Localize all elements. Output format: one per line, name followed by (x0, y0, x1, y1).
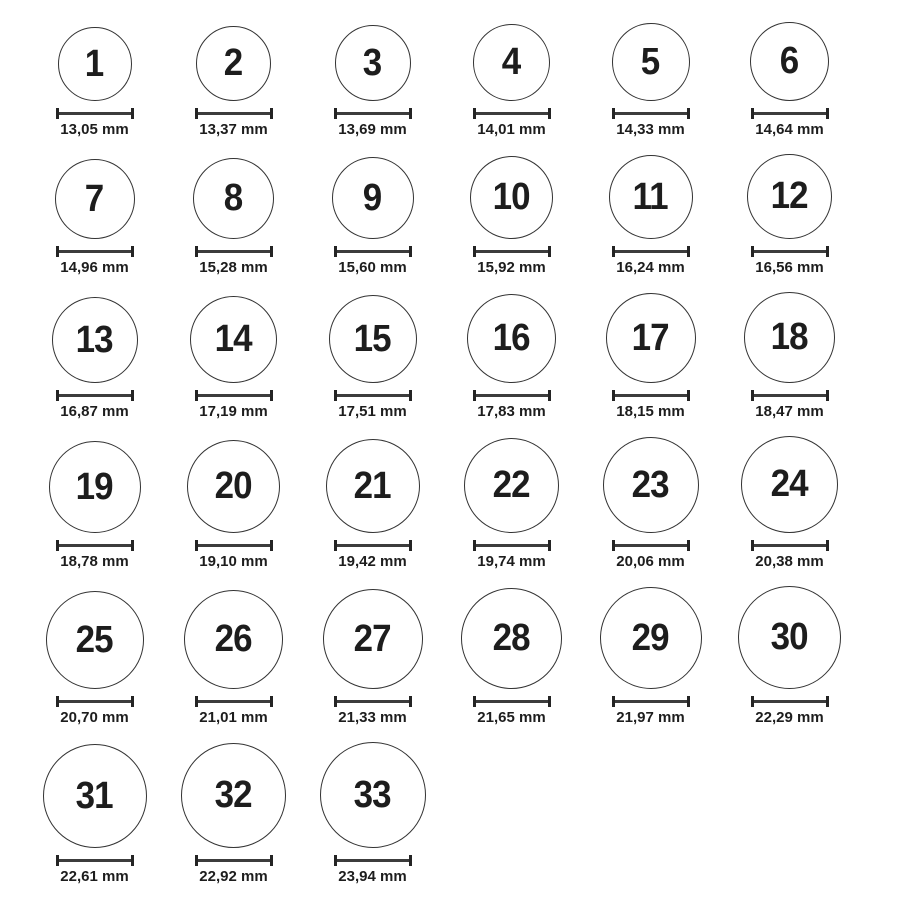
ring-circle (43, 744, 147, 848)
ring-size-number: 28 (492, 617, 531, 659)
ring-size-cell (164, 158, 303, 277)
ring-size-cell (303, 439, 442, 571)
ring-size-number: 30 (770, 616, 809, 658)
ring-size-number: 12 (770, 175, 809, 217)
ring-size-cell (303, 295, 442, 421)
ring-circle (335, 25, 411, 101)
ring-circle (49, 441, 141, 533)
diameter-measure-line (56, 246, 134, 257)
ring-size-cell (25, 297, 164, 421)
ring-size-number: 2 (224, 42, 243, 84)
ring-size-number: 26 (214, 618, 253, 660)
ring-circle (461, 588, 562, 689)
ring-size-cell (164, 440, 303, 571)
ring-size-cell (303, 25, 442, 139)
diameter-label: 13,37 mm (199, 121, 268, 138)
ring-size-number: 22 (492, 464, 531, 506)
diameter-measure-line (473, 696, 551, 707)
diameter-label: 16,56 mm (755, 259, 824, 276)
ring-size-cell (303, 157, 442, 277)
diameter-label: 19,10 mm (199, 553, 268, 570)
ring-circle (52, 297, 138, 383)
diameter-label: 23,94 mm (338, 868, 407, 885)
ring-size-cell (25, 159, 164, 277)
diameter-label: 21,65 mm (477, 709, 546, 726)
diameter-label: 21,97 mm (616, 709, 685, 726)
ring-size-number: 9 (363, 176, 382, 219)
ring-size-cell (442, 24, 581, 139)
ring-size-cell (720, 22, 859, 139)
diameter-measure-line (195, 855, 273, 866)
ring-circle (609, 155, 693, 239)
ring-size-number: 31 (75, 774, 114, 817)
ring-size-cell (442, 156, 581, 277)
ring-size-cell (581, 587, 720, 727)
ring-size-row (25, 742, 900, 886)
ring-circle (332, 157, 414, 239)
diameter-label: 14,33 mm (616, 121, 685, 138)
ring-circle (196, 26, 271, 101)
diameter-measure-line (195, 390, 273, 401)
ring-circle (326, 439, 420, 533)
ring-circle (473, 24, 550, 101)
ring-size-cell (720, 154, 859, 277)
ring-circle (470, 156, 553, 239)
diameter-measure-line (195, 696, 273, 707)
diameter-measure-line (751, 108, 829, 119)
diameter-measure-line (334, 540, 412, 551)
ring-size-cell (25, 591, 164, 727)
ring-size-cell (720, 586, 859, 727)
diameter-label: 14,64 mm (755, 121, 824, 138)
ring-size-cell (581, 23, 720, 139)
ring-size-cell (25, 27, 164, 139)
ring-size-cell (164, 296, 303, 421)
diameter-measure-line (334, 246, 412, 257)
ring-size-number: 6 (780, 40, 799, 82)
ring-size-number: 21 (353, 464, 392, 507)
diameter-measure-line (56, 540, 134, 551)
diameter-measure-line (195, 540, 273, 551)
diameter-measure-line (751, 390, 829, 401)
ring-circle (467, 294, 556, 383)
diameter-measure-line (56, 696, 134, 707)
diameter-measure-line (334, 108, 412, 119)
ring-size-cell (164, 743, 303, 886)
diameter-measure-line (751, 540, 829, 551)
ring-circle (603, 437, 699, 533)
ring-size-number: 16 (492, 317, 531, 359)
ring-circle (193, 158, 274, 239)
ring-size-cell (581, 155, 720, 277)
ring-size-cell (303, 589, 442, 727)
diameter-label: 14,96 mm (60, 259, 129, 276)
ring-circle (184, 590, 283, 689)
ring-circle (329, 295, 417, 383)
diameter-measure-line (56, 390, 134, 401)
diameter-measure-line (473, 390, 551, 401)
ring-size-number: 4 (502, 41, 521, 83)
ring-size-number: 1 (85, 42, 104, 85)
ring-circle (741, 436, 838, 533)
ring-size-number: 32 (214, 774, 253, 816)
ring-size-cell (581, 293, 720, 421)
ring-size-row (25, 292, 900, 421)
ring-size-cell (164, 590, 303, 727)
ring-size-number: 25 (75, 618, 114, 661)
diameter-measure-line (195, 108, 273, 119)
ring-size-number: 27 (353, 617, 392, 660)
ring-size-cell (303, 742, 442, 886)
diameter-measure-line (612, 390, 690, 401)
ring-circle (738, 586, 841, 689)
diameter-measure-line (334, 390, 412, 401)
diameter-measure-line (56, 108, 134, 119)
diameter-label: 16,87 mm (60, 403, 129, 420)
ring-circle (747, 154, 832, 239)
diameter-label: 15,92 mm (477, 259, 546, 276)
diameter-label: 19,42 mm (338, 553, 407, 570)
ring-circle (744, 292, 835, 383)
ring-circle (750, 22, 829, 101)
diameter-measure-line (612, 246, 690, 257)
diameter-measure-line (751, 246, 829, 257)
ring-size-number: 5 (641, 40, 660, 83)
ring-size-number: 19 (75, 465, 114, 508)
ring-circle (464, 438, 559, 533)
ring-circle (600, 587, 702, 689)
ring-size-number: 17 (631, 316, 670, 359)
diameter-measure-line (334, 696, 412, 707)
ring-size-cell (25, 441, 164, 571)
ring-circle (46, 591, 144, 689)
ring-size-cell (442, 438, 581, 571)
ring-size-number: 23 (631, 463, 670, 506)
diameter-label: 13,05 mm (60, 121, 129, 138)
diameter-label: 14,01 mm (477, 121, 546, 138)
diameter-label: 21,33 mm (338, 709, 407, 726)
ring-size-number: 14 (214, 318, 253, 360)
ring-size-number: 13 (75, 318, 114, 361)
ring-size-cell (442, 588, 581, 727)
diameter-label: 15,28 mm (199, 259, 268, 276)
diameter-measure-line (612, 540, 690, 551)
ring-circle (320, 742, 426, 848)
diameter-label: 16,24 mm (616, 259, 685, 276)
ring-size-number: 33 (353, 773, 392, 816)
diameter-label: 17,51 mm (338, 403, 407, 420)
ring-size-row (25, 22, 900, 139)
ring-size-cell (25, 744, 164, 886)
diameter-label: 22,29 mm (755, 709, 824, 726)
ring-size-number: 20 (214, 465, 253, 507)
ring-circle (181, 743, 286, 848)
diameter-measure-line (473, 246, 551, 257)
diameter-label: 17,83 mm (477, 403, 546, 420)
diameter-measure-line (334, 855, 412, 866)
diameter-measure-line (751, 696, 829, 707)
ring-size-cell (442, 294, 581, 421)
ring-size-number: 3 (363, 41, 382, 84)
diameter-label: 13,69 mm (338, 121, 407, 138)
ring-size-number: 15 (353, 317, 392, 360)
diameter-label: 20,70 mm (60, 709, 129, 726)
ring-size-number: 11 (632, 175, 669, 218)
ring-circle (58, 27, 132, 101)
diameter-label: 15,60 mm (338, 259, 407, 276)
ring-circle (187, 440, 280, 533)
ring-circle (323, 589, 423, 689)
diameter-measure-line (473, 108, 551, 119)
ring-circle (190, 296, 277, 383)
diameter-measure-line (473, 540, 551, 551)
ring-size-cell (164, 26, 303, 139)
diameter-label: 18,15 mm (616, 403, 685, 420)
ring-size-row (25, 586, 900, 727)
ring-size-number: 8 (224, 177, 243, 219)
diameter-measure-line (612, 696, 690, 707)
diameter-measure-line (612, 108, 690, 119)
diameter-label: 19,74 mm (477, 553, 546, 570)
ring-size-row (25, 436, 900, 571)
diameter-measure-line (195, 246, 273, 257)
ring-size-number: 18 (770, 316, 809, 358)
diameter-label: 22,61 mm (60, 868, 129, 885)
diameter-label: 18,78 mm (60, 553, 129, 570)
ring-size-row (25, 154, 900, 277)
ring-size-cell (720, 292, 859, 421)
ring-size-number: 7 (85, 177, 104, 220)
ring-circle (606, 293, 696, 383)
diameter-label: 20,38 mm (755, 553, 824, 570)
ring-size-cell (581, 437, 720, 571)
ring-size-cell (720, 436, 859, 571)
diameter-measure-line (56, 855, 134, 866)
ring-circle (55, 159, 135, 239)
diameter-label: 20,06 mm (616, 553, 685, 570)
diameter-label: 22,92 mm (199, 868, 268, 885)
ring-size-number: 29 (631, 616, 670, 659)
ring-size-number: 24 (770, 463, 809, 505)
diameter-label: 21,01 mm (199, 709, 268, 726)
diameter-label: 18,47 mm (755, 403, 824, 420)
ring-circle (612, 23, 690, 101)
ring-size-number: 10 (492, 176, 531, 218)
diameter-label: 17,19 mm (199, 403, 268, 420)
chart-rows (25, 22, 900, 886)
